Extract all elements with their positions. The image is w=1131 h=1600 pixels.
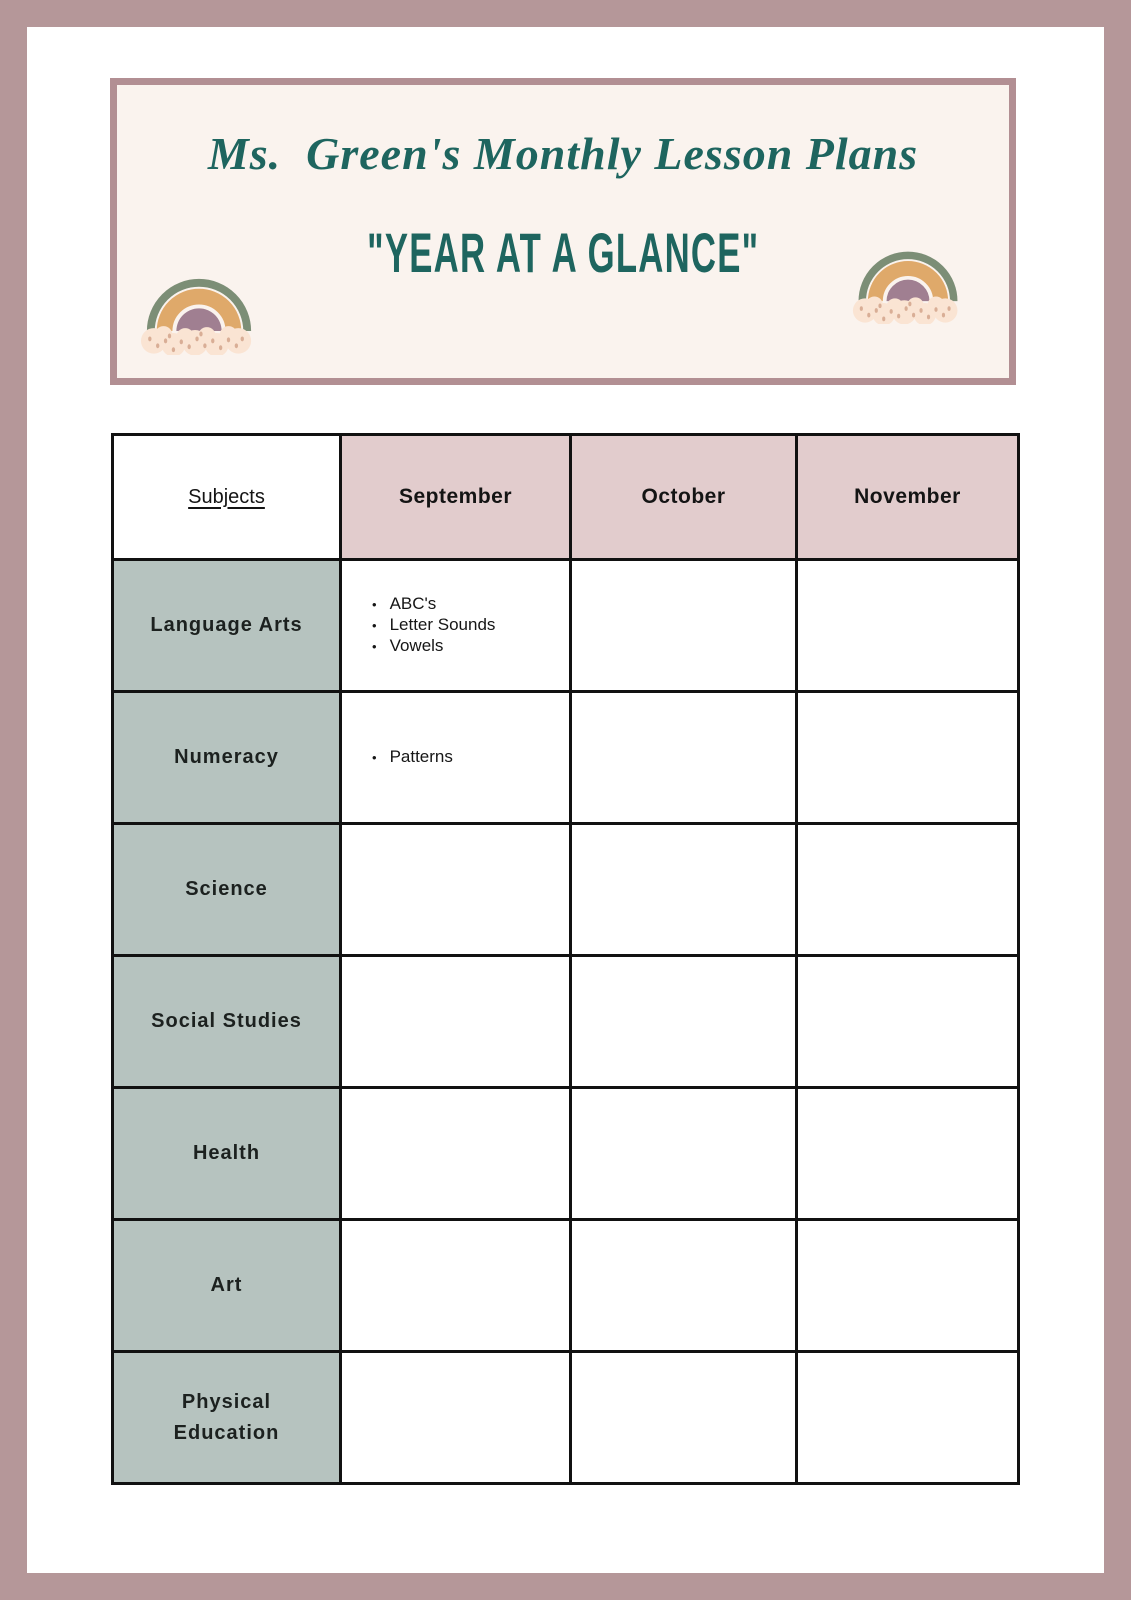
cell-science-october xyxy=(571,824,797,956)
bullet-item: • Patterns xyxy=(372,747,561,768)
row-header-science: Science xyxy=(113,824,341,956)
cell-social-studies-october xyxy=(571,956,797,1088)
table-row xyxy=(113,956,1019,1088)
cell-social-studies-september xyxy=(341,956,571,1088)
bullet-item: • Vowels xyxy=(372,636,561,657)
cell-physical-education-october xyxy=(571,1352,797,1484)
cell-health-september xyxy=(341,1088,571,1220)
table-row xyxy=(113,560,1019,692)
bullet-item: • ABC's xyxy=(372,594,561,615)
rainbow-cloud-icon xyxy=(140,252,258,355)
cell-physical-education-september xyxy=(341,1352,571,1484)
table-row xyxy=(113,1220,1019,1352)
lesson-plan-table xyxy=(111,433,1020,1485)
cell-numeracy-november xyxy=(797,692,1019,824)
row-header-numeracy: Numeracy xyxy=(113,692,341,824)
table-row xyxy=(113,1088,1019,1220)
cell-numeracy-september xyxy=(341,692,571,824)
bullet-item: • Letter Sounds xyxy=(372,615,561,636)
page-title: Ms. Green's Monthly Lesson Plans xyxy=(207,128,919,179)
cell-numeracy-october xyxy=(571,692,797,824)
cell-language-arts-october xyxy=(571,560,797,692)
row-header-social-studies: Social Studies xyxy=(113,956,341,1088)
cell-social-studies-november xyxy=(797,956,1019,1088)
table-header-row xyxy=(113,435,1019,560)
bullet-list xyxy=(372,747,561,768)
row-header-physical-education: Physical Education xyxy=(113,1352,341,1484)
row-header-language-arts: Language Arts xyxy=(113,560,341,692)
bullet-list xyxy=(372,594,561,656)
table-row xyxy=(113,824,1019,956)
column-header-october: October xyxy=(571,435,797,560)
table-row xyxy=(113,1352,1019,1484)
row-header-art: Art xyxy=(113,1220,341,1352)
column-header-november: November xyxy=(797,435,1019,560)
cell-language-arts-november xyxy=(797,560,1019,692)
cell-science-september xyxy=(341,824,571,956)
cell-physical-education-november xyxy=(797,1352,1019,1484)
rainbow-cloud-icon xyxy=(852,226,964,324)
cell-health-november xyxy=(797,1088,1019,1220)
cell-language-arts-september xyxy=(341,560,571,692)
cell-science-november xyxy=(797,824,1019,956)
cell-health-october xyxy=(571,1088,797,1220)
cell-art-september xyxy=(341,1220,571,1352)
column-header-september: September xyxy=(341,435,571,560)
column-header-subjects: Subjects xyxy=(113,435,341,560)
row-header-health: Health xyxy=(113,1088,341,1220)
page-subtitle-text: "YEAR AT A GLANCE" xyxy=(366,221,760,284)
cell-art-november xyxy=(797,1220,1019,1352)
cell-art-october xyxy=(571,1220,797,1352)
table-row xyxy=(113,692,1019,824)
